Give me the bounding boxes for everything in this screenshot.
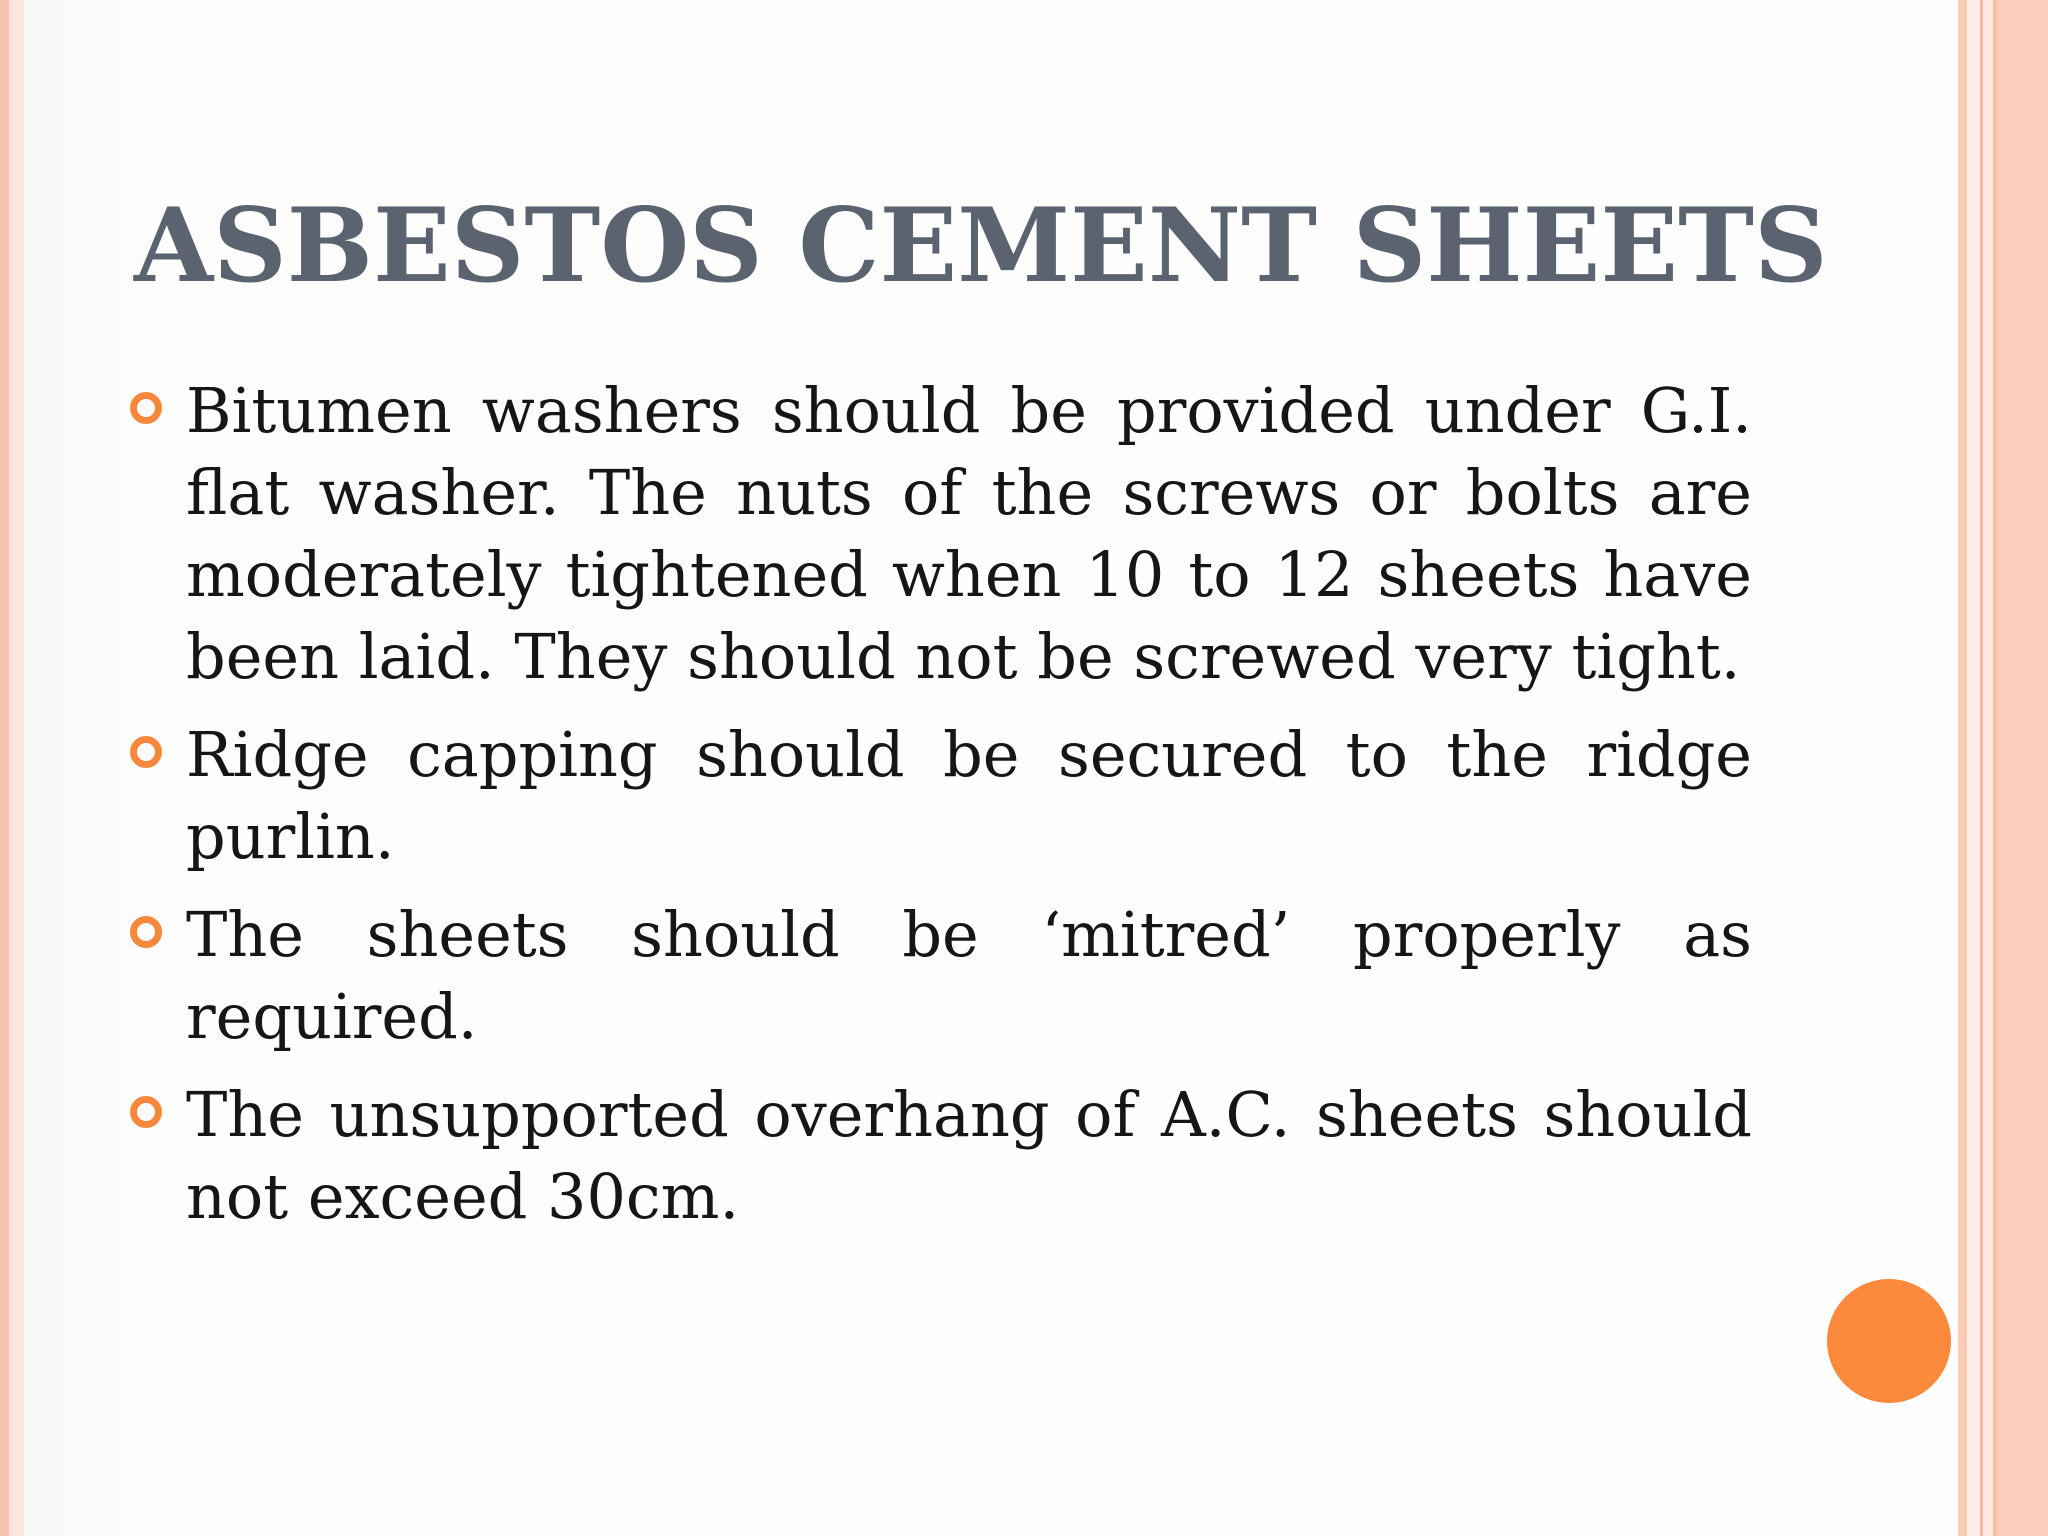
right-border-stripe — [1967, 0, 1980, 1536]
bullet-text: Bitumen washers should be provided under G.I. flat washer. The nuts of the screws or bolts are moderately tightened when 10 to 12 sheets have been laid. They should not be screwed very tight. — [186, 374, 1752, 693]
left-border-stripe — [0, 0, 9, 1536]
ring-bullet-icon — [130, 916, 162, 948]
right-border-stripe — [1983, 0, 1993, 1536]
right-border-stripe — [1997, 0, 2048, 1536]
decorative-circle-icon — [1827, 1279, 1951, 1403]
bullet-item — [126, 894, 1752, 1058]
bullet-list — [126, 370, 1752, 1254]
bullet-text: Ridge capping should be secured to the ridge purlin. — [186, 718, 1752, 873]
left-border-stripe-inner — [9, 0, 24, 1536]
bullet-text: The unsupported overhang of A.C. sheets should not exceed 30cm. — [186, 1078, 1752, 1233]
right-border-stripe — [1958, 0, 1967, 1536]
bullet-item — [126, 1074, 1752, 1238]
slide-title: ASBESTOS CEMENT SHEETS — [134, 186, 1828, 306]
ring-bullet-icon — [130, 392, 162, 424]
ring-bullet-icon — [130, 736, 162, 768]
bullet-text: The sheets should be ‘mitred’ properly as required. — [186, 898, 1752, 1053]
bullet-item — [126, 714, 1752, 878]
ring-bullet-icon — [130, 1096, 162, 1128]
bullet-item — [126, 370, 1752, 698]
